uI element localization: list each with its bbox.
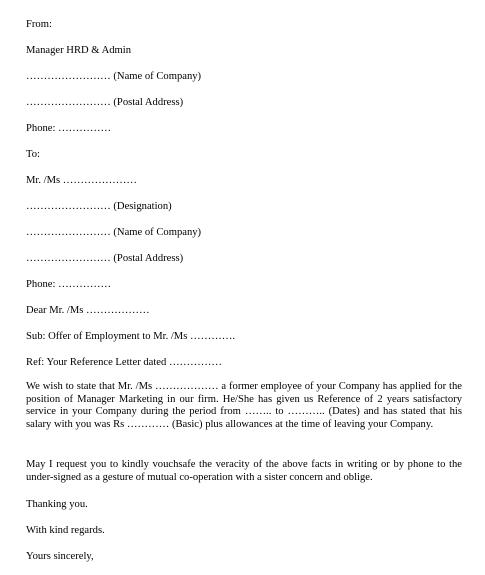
recipient-name: Mr. /Ms ………………… bbox=[26, 175, 137, 186]
recipient-designation: …………………… (Designation) bbox=[26, 201, 172, 212]
regards-line: With kind regards. bbox=[26, 525, 105, 536]
sender-phone: Phone: …………… bbox=[26, 123, 112, 134]
sender-company: …………………… (Name of Company) bbox=[26, 71, 202, 82]
body-paragraph-1: We wish to state that Mr. /Ms ……………… a former employee of your Company has applied for the position of Manager Marketing in our firm. He/She has given us Reference of 2 years satisfactory service in your Company during the period from …….. to ……….. (Dates) and has stated that his salary with you was Rs ………… (Basic) plus allowances at the time of leaving your Company. bbox=[26, 381, 462, 430]
body-paragraph-2: May I request you to kindly vouchsafe the veracity of the above facts in writing or by phone to the under-signed as a gesture of mutual co-operation with a sister concern and oblige. bbox=[26, 459, 462, 483]
salutation: Dear Mr. /Ms ……………… bbox=[26, 305, 150, 316]
recipient-address: …………………… (Postal Address) bbox=[26, 253, 184, 264]
sender-address: …………………… (Postal Address) bbox=[26, 97, 184, 108]
from-label: From: bbox=[26, 19, 52, 30]
subject-line: Sub: Offer of Employment to Mr. /Ms …………. bbox=[26, 331, 236, 342]
sender-title: Manager HRD & Admin bbox=[26, 45, 132, 56]
recipient-company: …………………… (Name of Company) bbox=[26, 227, 202, 238]
closing-line: Yours sincerely, bbox=[26, 551, 94, 562]
recipient-phone: Phone: …………… bbox=[26, 279, 112, 290]
thanks-line: Thanking you. bbox=[26, 499, 88, 510]
reference-line: Ref: Your Reference Letter dated …………… bbox=[26, 357, 222, 368]
to-label: To: bbox=[26, 149, 40, 160]
